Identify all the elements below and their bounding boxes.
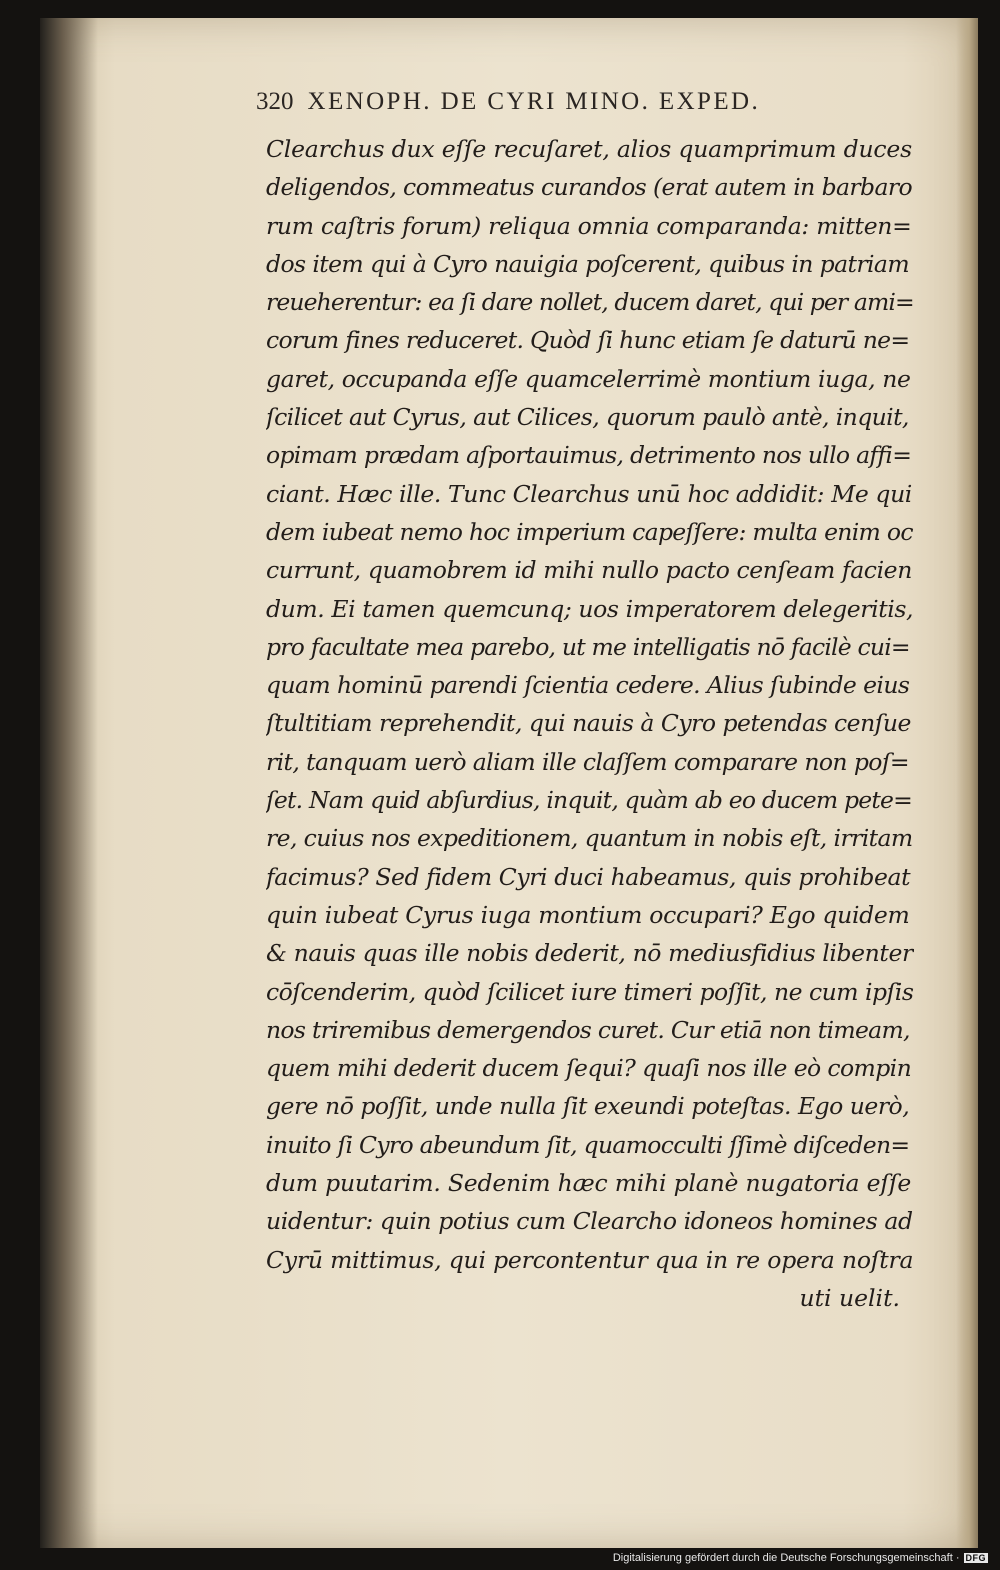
text-line: quin iubeat Cyrus iuga montium occupari? Ego quidem bbox=[266, 900, 910, 929]
text-line: dem iubeat nemo hoc imperium capeſſere: multa enim oc bbox=[266, 517, 913, 546]
text-line: Clearchus dux eſſe recuſaret, alios quamprimum duces bbox=[266, 135, 912, 163]
text-line: gere nō poſſit, unde nulla ſit exeundi poteſtas. Ego uerò, bbox=[266, 1092, 910, 1121]
page-number: 320 bbox=[256, 88, 294, 115]
text-line: currunt, quamobrem id mihi nullo pacto cenſeam facien bbox=[266, 556, 912, 585]
text-line: re, cuius nos expeditionem, quantum in nobis eſt, irritam bbox=[266, 824, 913, 853]
running-head bbox=[256, 88, 876, 116]
dfg-logo-icon: DFG bbox=[965, 1553, 986, 1563]
text-line: reueherentur: ea ſi dare nollet, ducem daret, qui per ami= bbox=[266, 288, 914, 317]
text-line: ciant. Hæc ille. Tunc Clearchus unū hoc addidit: Me qui bbox=[266, 479, 912, 508]
text-line: deligendos, commeatus curandos (erat autem in barbaro bbox=[266, 173, 913, 202]
text-line: ſcilicet aut Cyrus, aut Cilices, quorum paulò antè, inquit, bbox=[266, 403, 909, 432]
text-line: uidentur: quin potius cum Clearcho idoneos homines ad bbox=[266, 1207, 913, 1236]
text-line: garet, occupanda eſſe quamcelerrimè montium iuga, ne bbox=[266, 364, 911, 393]
text-line-last: uti uelit. bbox=[799, 1283, 900, 1312]
text-line: rit, tanquam uerò aliam ille claſſem comparare non poſ= bbox=[266, 747, 910, 776]
text-line: ſtultitiam reprehendit, qui nauis à Cyro petendas cenſue bbox=[266, 709, 911, 738]
text-line: & nauis quas ille nobis dederit, nō mediusfidius libenter bbox=[266, 939, 913, 968]
page-fore-edge bbox=[956, 18, 978, 1548]
text-line: rum caſtris forum) reliqua omnia comparanda: mitten= bbox=[266, 211, 912, 240]
text-line: inuito ſi Cyro abeundum ſit, quamocculti ſſimè diſceden= bbox=[266, 1130, 910, 1159]
digitization-credit bbox=[613, 1552, 988, 1564]
text-line: nos triremibus demergendos curet. Cur etiā non timeam, bbox=[266, 1015, 910, 1044]
credit-text: Digitalisierung gefördert durch die Deutsche Forschungsgemeinschaft · bbox=[612, 1552, 960, 1564]
text-block bbox=[266, 130, 914, 1317]
text-line: dos item qui à Cyro nauigia poſcerent, quibus in patriam bbox=[266, 249, 910, 278]
text-line: quem mihi dederit ducem ſequi? quaſi nos ille eò compin bbox=[266, 1054, 912, 1083]
text-line: facimus? Sed fidem Cyri duci habeamus, quis prohibeat bbox=[266, 862, 911, 891]
text-line: opimam prædam aſportauimus, detrimento nos ullo affi= bbox=[266, 441, 912, 470]
text-line: pro facultate mea parebo, ut me intelligatis nō facilè cui= bbox=[266, 632, 910, 661]
text-line: Cyrū mittimus, qui percontentur qua in re opera noſtra bbox=[266, 1245, 914, 1274]
text-line: corum fines reduceret. Quòd ſi hunc etiam ſe daturū ne= bbox=[266, 326, 910, 355]
text-line: dum. Ei tamen quemcunq; uos imperatorem delegeritis, bbox=[266, 594, 914, 623]
text-line: cōſcenderim, quòd ſcilicet iure timeri poſſit, ne cum ipſis bbox=[266, 977, 914, 1006]
text-line: dum puutarim. Sedenim hæc mihi planè nugatoria eſſe bbox=[266, 1169, 912, 1198]
page-gutter-shadow bbox=[40, 18, 98, 1548]
text-line: quam hominū parendi ſcientia cedere. Alius ſubinde eius bbox=[266, 671, 910, 700]
text-line: ſet. Nam quid abſurdius, inquit, quàm ab eo ducem pete= bbox=[266, 786, 913, 815]
running-title: XENOPH. DE CYRI MINO. EXPED. bbox=[307, 88, 761, 115]
